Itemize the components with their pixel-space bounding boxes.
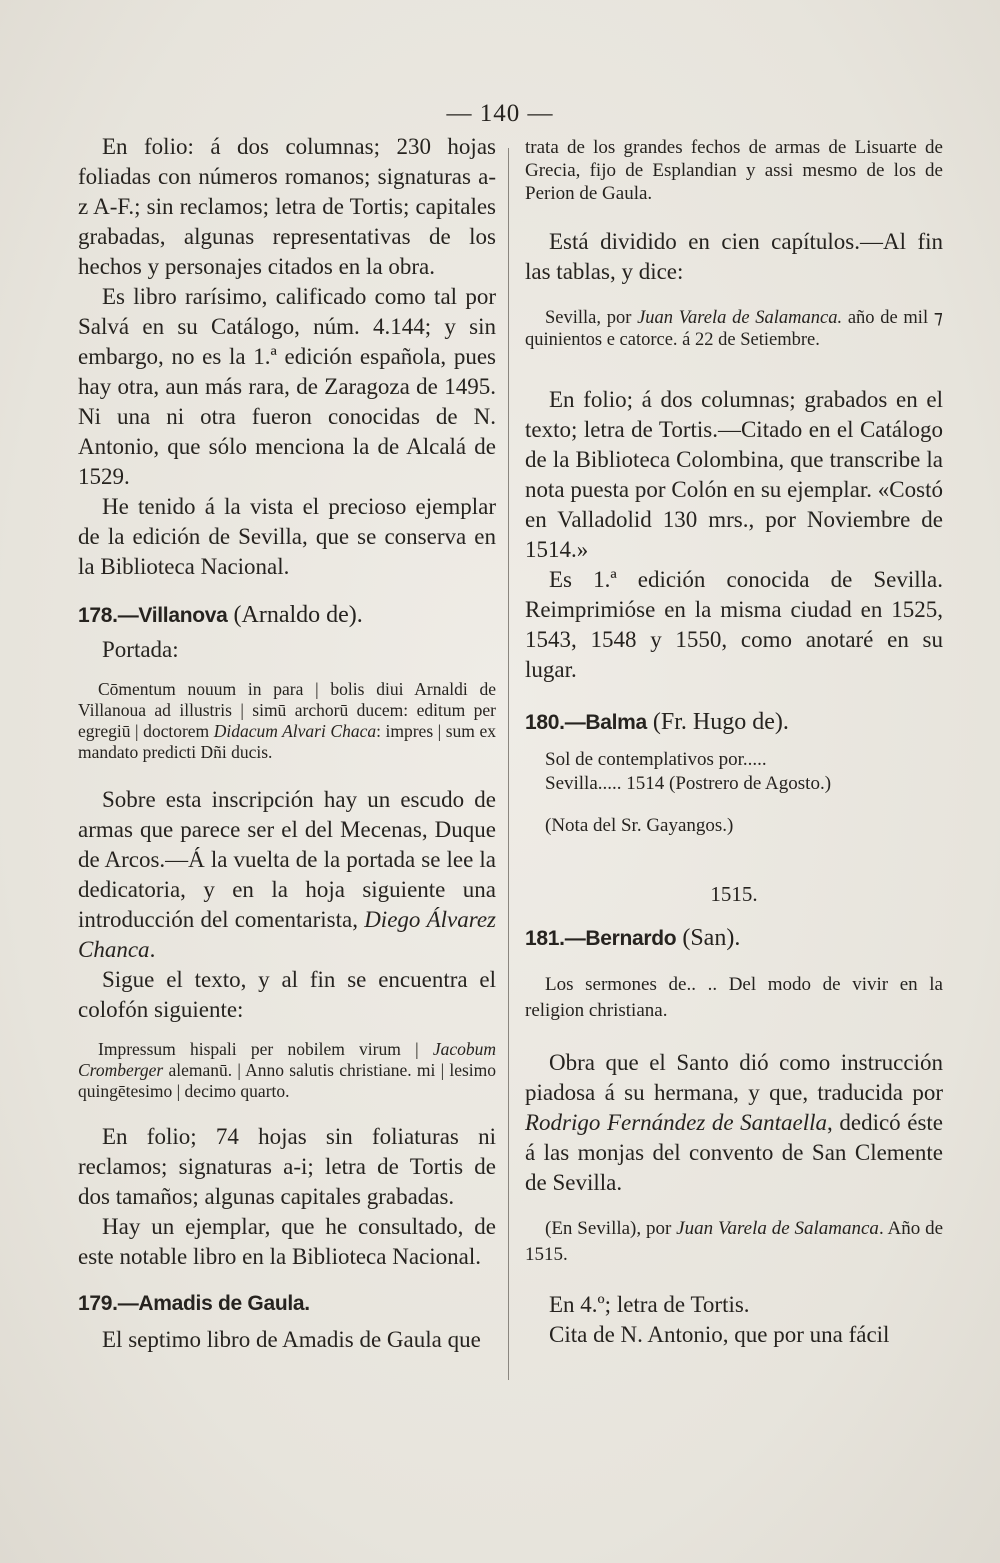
title-continuation: trata de los grandes fechos de armas de Lisuarte de Grecia, fijo de Esplandian y assi mesmo de los de Perion de Gaula. [525,137,943,204]
paragraph: Está dividido en cien capítulos.—Al fin las tablas, y dice: [525,229,943,284]
translator-name: Rodrigo Fernández de Santaella [525,1110,828,1135]
paragraph: Sigue el texto, y al fin se encuentra el colofón siguiente: [78,967,496,1022]
paragraph: En folio; á dos columnas; grabados en el texto; letra de Tortis.—Citado en el Catálogo de la Biblioteca Colombina, que transcribe la nota puesta por Colón en su ejemplar. «Costó en Valladolid 130 mrs., por Noviembre de 1514.» [525,387,943,562]
printer-name: Juan Varela de Salamanca. [637,308,843,328]
paragraph-text: . [149,937,156,962]
colophon-text: alemanū. | Anno salutis christiane. mi | lesimo quingētesimo | decimo quarto. [78,1060,496,1101]
entry-number: 180. [525,711,565,734]
paragraph [525,1048,943,1198]
paragraph-text: Sobre esta inscripción hay un escudo de armas que parece ser el del Mecenas, Duque de Arcos.—Á la vuelta de la portada se lee la dedicatoria, y en la hoja siguiente una introducción del comentarista, [78,787,496,932]
portada-label: Portada: [102,637,179,662]
left-column [78,130,496,1355]
paragraph: Es 1.ª edición conocida de Sevilla. Reimprimióse en la misma ciudad en 1525, 1543, 1548 y 1550, como anotaré en su lugar. [525,567,943,682]
paragraph: Hay un ejemplar, que he consultado, de este notable libro en la Biblioteca Nacional. [78,1214,496,1269]
colophon-transcription [525,307,943,351]
entry-name: —Balma [564,711,647,734]
entry-heading-180 [525,707,943,738]
title-transcription: Los sermones de.. .. Del modo de vivir en la religion christiana. [525,974,943,1021]
entry-subtitle: (Arnaldo de). [227,602,363,628]
imprint-line: Sevilla..... 1514 (Postrero de Agosto.) [545,773,832,794]
printer-name: Jacobum Cromberger [78,1039,496,1080]
entry-heading-178 [78,600,496,631]
paragraph: En 4.º; letra de Tortis. [549,1292,750,1317]
paragraph [78,785,496,965]
paragraph: El septimo libro de Amadis de Gaula que [102,1327,481,1352]
paragraph: Es libro rarísimo, calificado como tal por Salvá en su Catálogo, núm. 4.144; y sin embargo, no es la 1.ª edición española, pues hay otra, aun más rara, de Zaragoza de 1495. Ni una ni otra fueron conocidas de N. Antonio, que sólo menciona la de Alcalá de 1529. [78,284,496,489]
entry-number: 181. [525,927,565,950]
entry-name: —Bernardo [564,927,677,950]
printer-name: Juan Varela de Salamanca [676,1218,879,1239]
entry-number: 179. [78,1292,118,1315]
imprint-line [525,1216,943,1268]
entry-subtitle: (San). [676,925,741,951]
citation-text: : impres | sum ex mandato predicti Dñi ducis. [78,721,496,762]
right-column [525,130,943,1350]
author-name: Diego Álvarez Chanca [78,907,496,962]
entry-heading-181 [525,923,943,954]
entry-name: —Villanova [117,604,228,627]
entry-name: —Amadis de Gaula. [117,1292,310,1315]
year-heading: 1515. [710,882,758,906]
colophon-text: año de mil ⁊ quinientos e catorce. á 22 de Setiembre. [525,308,943,350]
imprint-text: . Año de 1515. [525,1218,944,1265]
citation-text: Cōmentum nouum in para | bolis diui Arnaldi de Villanoua ad illustris | simū archorū ducem: editum per egregiū | doctorem [78,679,496,741]
colophon-transcription [78,1039,496,1102]
entry-subtitle: (Fr. Hugo de). [646,709,789,735]
column-divider [508,148,509,1380]
imprint-text: (En Sevilla), por [545,1218,677,1239]
paragraph-text: , dedicó éste á las monjas del convento de San Clemente de Sevilla. [525,1110,943,1195]
source-note: (Nota del Sr. Gayangos.) [545,815,734,836]
page-number: — 140 — [446,100,554,127]
colophon-text: Impressum hispali per nobilem virum | [98,1039,433,1059]
title-transcription [78,679,496,763]
title-line: Sol de contemplativos por..... [545,749,767,770]
paragraph: Cita de N. Antonio, que por una fácil [549,1322,890,1347]
paragraph: En folio; 74 hojas sin foliaturas ni reclamos; signaturas a-i; letra de Tortis de dos tamaños; algunas capitales grabadas. [78,1124,496,1209]
colophon-text: Sevilla, por [545,308,638,328]
citation-author: Didacum Alvari Chaca [213,721,377,741]
paragraph-text: Obra que el Santo dió como instrucción piadosa á su hermana, y que, traducida por [525,1050,943,1105]
paragraph: He tenido á la vista el precioso ejemplar de la edición de Sevilla, que se conserva en la Biblioteca Nacional. [78,494,496,579]
paragraph: En folio: á dos columnas; 230 hojas foliadas con números romanos; signaturas a-z A-F.; sin reclamos; letra de Tortis; capitales grabadas, algunas representativas de los hechos y personajes citados en la obra. [78,134,496,279]
entry-heading-179 [78,1288,496,1319]
entry-number: 178. [78,604,118,627]
